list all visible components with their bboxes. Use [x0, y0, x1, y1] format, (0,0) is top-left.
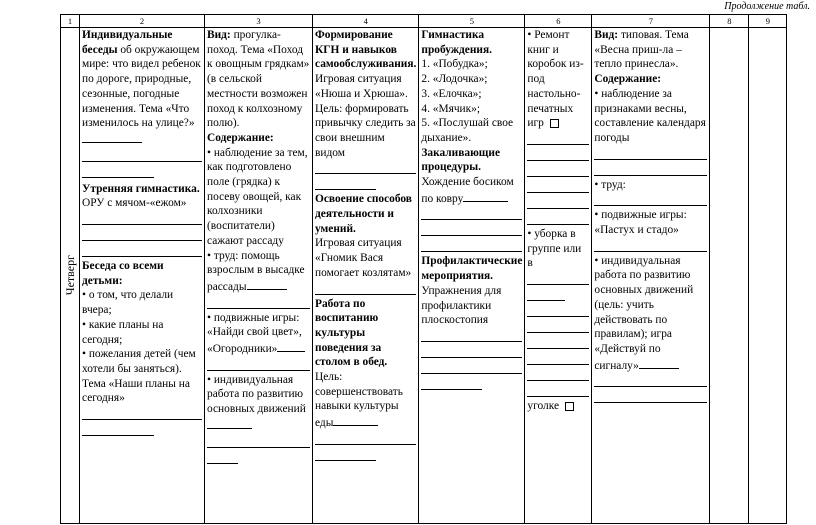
col-num-2: 2: [80, 15, 205, 28]
day-cell: [61, 28, 80, 524]
col-num-1: 1: [61, 15, 80, 28]
cell-labor: • Ремонт книг и коробок из-под настольно-печатных игр • уборка в группе или в уголке: [525, 28, 592, 524]
day-label: Четверг: [62, 255, 77, 296]
cell-evening: Гимнастика пробуждения. 1. «Побудка»; 2. «Лодочка»; 3. «Елочка»; 4. «Мячик»; 5. «Послушай свое дыхание». Закаливающие процедуры. Хождение босиком по ковру Профилактические мероприятия. Упражнения для профилактики плоскостопия: [419, 28, 525, 524]
col-num-3: 3: [205, 15, 313, 28]
continuation-label: Продолжение табл.: [724, 1, 810, 12]
header-row: [61, 15, 787, 28]
cell-routine: Формирование КГН и навыков самообслуживания. Игровая ситуация «Нюша и Хрюша». Цель: формировать привычку следить за свои внешним видом Освоение способов деятельности и умений. Игровая ситуация «Гномик Вася помогает козлятам» Работа по воспитанию культуры поведения за столом в обед. Цель: совершенствовать навыки культуры еды: [313, 28, 419, 524]
cell-col-9: [749, 28, 787, 524]
cell-col-8: [710, 28, 749, 524]
cell-morning: Индивидуальные беседы об окружающем мире: что видел ребенок по дороге, природные, сезонные, погодные изменения. Тема «Что изменилось на улице?» Утренняя гимнастика. ОРУ с мячом-«ежом» Беседа со всеми детьми: • о том, что делали вчера; • какие планы на сегодня; • пожелания детей (чем хотели бы заняться). Тема «Наши планы на сегодня»: [80, 28, 205, 524]
col-num-4: 4: [313, 15, 419, 28]
cell-walk-2: Вид: типовая. Тема «Весна приш-ла – тепло принесла». Содержание: • наблюдение за признаками весны, составление календаря погоды • труд: • подвижные игры: «Пастух и стадо» • индивидуальная работа по развитию основных движений (цель: учить действовать по правилам); игра «Действуй по сигналу»: [592, 28, 710, 524]
checkbox-icon: [565, 402, 574, 411]
plan-table: [60, 14, 787, 524]
col-num-7: 7: [592, 15, 710, 28]
checkbox-icon: [550, 119, 559, 128]
col-num-8: 8: [710, 15, 749, 28]
cell-walk: Вид: прогулка-поход. Тема «Поход к овощным грядкам» (в сельской местности возможен поход к колхозному полю). Содержание: • наблюдение за тем, как подготовлено поле (грядка) к посеву овощей, как колхозники (воспитатели) сажают рассаду • труд: помощь взрослым в высадке рассады • подвижные игры: «Найди свой цвет», «Огородники» • индивидуальная работа по развитию основных движений: [205, 28, 313, 524]
col-num-5: 5: [419, 15, 525, 28]
col-num-6: 6: [525, 15, 592, 28]
thursday-row: [61, 28, 787, 524]
col-num-9: 9: [749, 15, 787, 28]
